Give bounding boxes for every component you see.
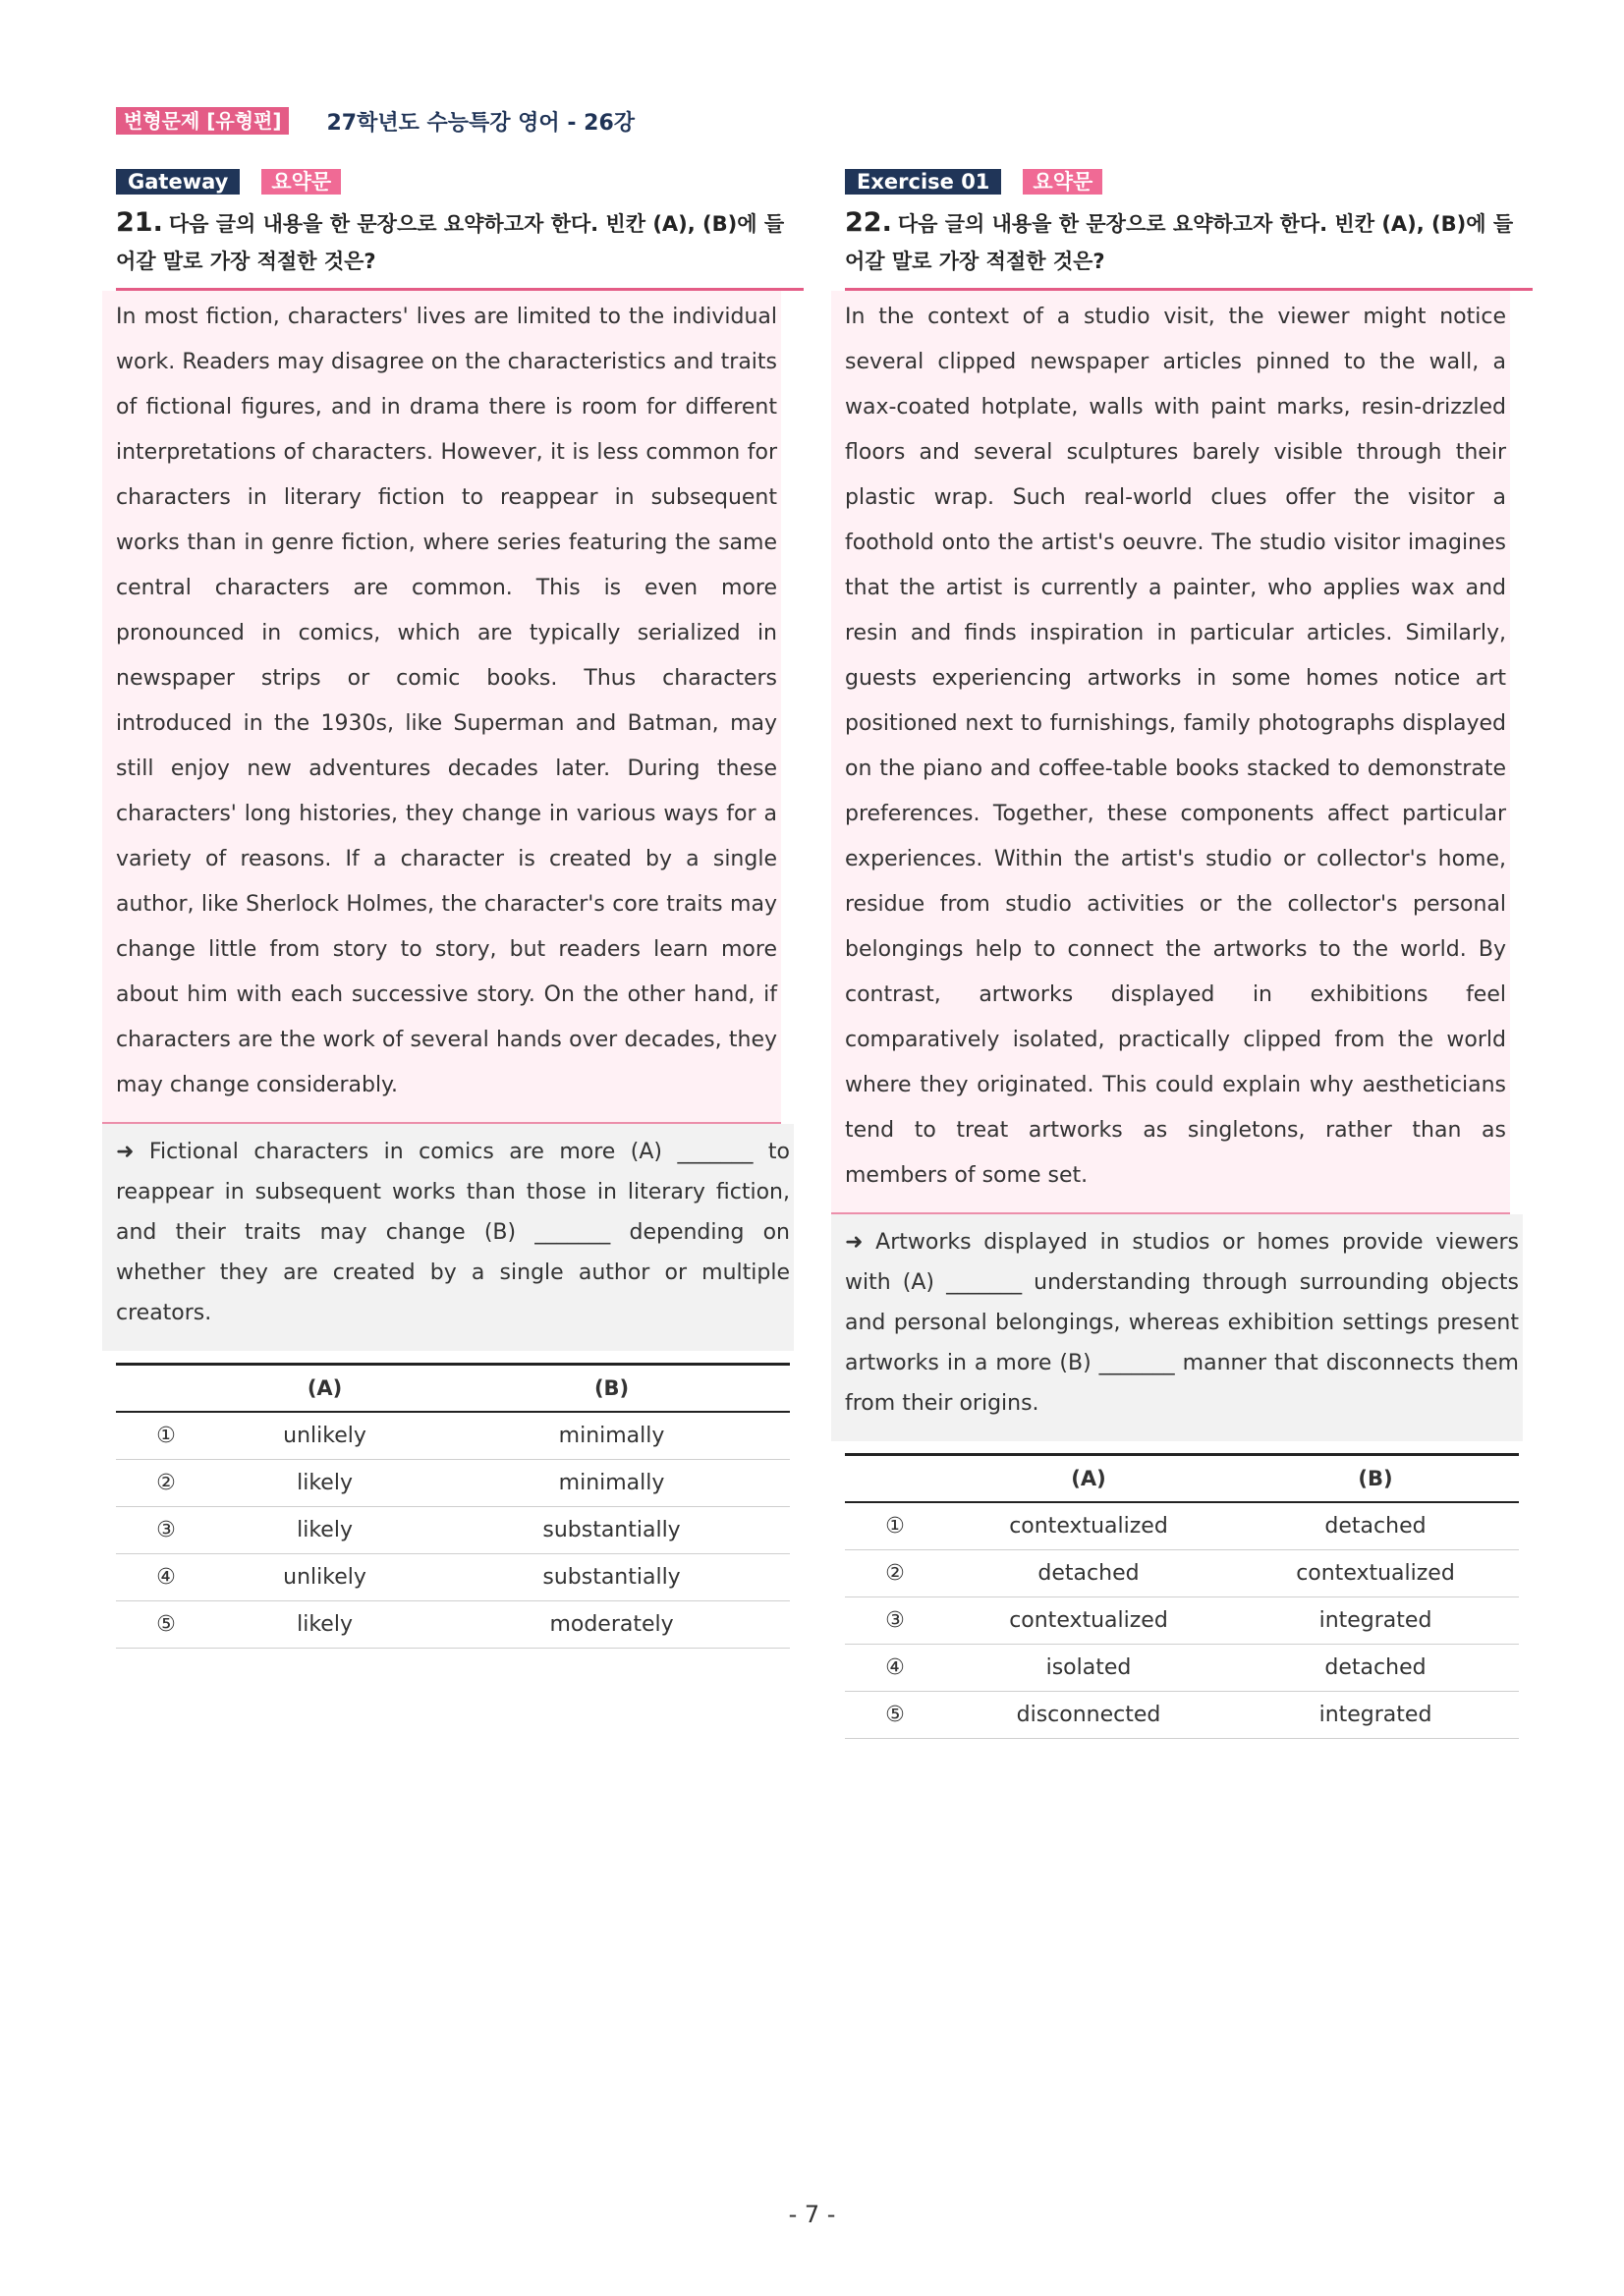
choice-number: ④ bbox=[116, 1554, 216, 1601]
passage: In most fiction, characters' lives are limited to the individual work. Readers may disagree on the characteristics and traits of fictional figures, and in drama there is room for different interpretations of characters. However, it is less common for characters in literary fiction to reappear in subsequent works than in genre fiction, where series featuring the same central characters are common. This is even more pronounced in comics, which are typically serialized in newspaper strips or comic books. Thus characters introduced in the 1930s, like Superman and Batman, may still enjoy new adventures decades later. During these characters' long histories, they change in various ways for a variety of reasons. If a character is created by a single author, like Sherlock Holmes, the character's core traits may change little from story to story, but readers learn more about him with each successive story. On the other hand, if characters are the work of several hands over decades, they may change considerably. bbox=[102, 291, 781, 1124]
question-text: 다음 글의 내용을 한 문장으로 요약하고자 한다. 빈칸 (A), (B)에 들어갈 말로 가장 적절한 것은? bbox=[116, 212, 785, 273]
choice-a: disconnected bbox=[945, 1692, 1232, 1739]
question-number: 21. bbox=[116, 207, 163, 238]
choice-number: ④ bbox=[845, 1645, 945, 1692]
choice-row-4[interactable] bbox=[116, 1554, 790, 1601]
section-tag: 변형문제 [유형편] bbox=[116, 107, 289, 135]
choices-table bbox=[845, 1453, 1519, 1739]
choice-row-3[interactable] bbox=[845, 1597, 1519, 1645]
choice-b: detached bbox=[1232, 1645, 1519, 1692]
choice-b: substantially bbox=[433, 1507, 790, 1554]
choice-row-1[interactable] bbox=[845, 1502, 1519, 1550]
page-header bbox=[116, 106, 635, 136]
choices-header-a: (A) bbox=[216, 1365, 433, 1413]
choice-number: ③ bbox=[845, 1597, 945, 1645]
choice-row-4[interactable] bbox=[845, 1645, 1519, 1692]
type-label: 요약문 bbox=[1023, 169, 1102, 195]
choice-b: minimally bbox=[433, 1412, 790, 1460]
choices-header-b: (B) bbox=[1232, 1455, 1519, 1503]
question-22-column bbox=[845, 169, 1523, 1739]
choice-a: detached bbox=[945, 1550, 1232, 1597]
choices-header-a: (A) bbox=[945, 1455, 1232, 1503]
choice-b: contextualized bbox=[1232, 1550, 1519, 1597]
question-labels bbox=[845, 169, 1523, 195]
question-21-column bbox=[116, 169, 794, 1649]
choice-a: isolated bbox=[945, 1645, 1232, 1692]
choice-row-3[interactable] bbox=[116, 1507, 790, 1554]
question-number: 22. bbox=[845, 207, 892, 238]
choice-b: detached bbox=[1232, 1502, 1519, 1550]
question-22-prompt bbox=[845, 204, 1523, 280]
choice-a: unlikely bbox=[216, 1554, 433, 1601]
passage: In the context of a studio visit, the viewer might notice several clipped newspaper articles pinned to the wall, a wax-coated hotplate, walls with paint marks, resin-drizzled floors and several sculptures barely visible through their plastic wrap. Such real-world clues offer the visitor a foothold onto the artist's oeuvre. The studio visitor imagines that the artist is currently a painter, who applies wax and resin and finds inspiration in particular articles. Similarly, guests experiencing artworks in some homes notice art positioned next to furnishings, family photographs displayed on the piano and coffee-table books stacked to demonstrate preferences. Together, these components affect particular experiences. Within the artist's studio or collector's home, residue from studio activities or the collector's personal belongings help to connect the artworks to the world. By contrast, artworks displayed in exhibitions feel comparatively isolated, practically clipped from the world where they originated. This could explain why aestheticians tend to treat artworks as singletons, rather than as members of some set. bbox=[831, 291, 1510, 1214]
choice-a: unlikely bbox=[216, 1412, 433, 1460]
choice-number: ② bbox=[116, 1460, 216, 1507]
choice-number: ② bbox=[845, 1550, 945, 1597]
type-label: 요약문 bbox=[261, 169, 341, 195]
choice-number: ⑤ bbox=[845, 1692, 945, 1739]
choice-a: contextualized bbox=[945, 1597, 1232, 1645]
choice-row-2[interactable] bbox=[845, 1550, 1519, 1597]
choice-row-2[interactable] bbox=[116, 1460, 790, 1507]
choice-a: likely bbox=[216, 1601, 433, 1649]
choice-number: ③ bbox=[116, 1507, 216, 1554]
choice-b: integrated bbox=[1232, 1597, 1519, 1645]
question-labels bbox=[116, 169, 794, 195]
choice-number: ⑤ bbox=[116, 1601, 216, 1649]
choices-header-b: (B) bbox=[433, 1365, 790, 1413]
summary-box: ➜ Artworks displayed in studios or homes provide viewers with (A) _______ understanding through surrounding objects and personal belongings, whereas exhibition settings present artworks in a more (B) _______ manner that disconnects them from their origins. bbox=[831, 1214, 1523, 1441]
question-21-prompt bbox=[116, 204, 794, 280]
choice-b: moderately bbox=[433, 1601, 790, 1649]
page-title: 27학년도 수능특강 영어 - 26강 bbox=[326, 110, 636, 136]
choice-a: contextualized bbox=[945, 1502, 1232, 1550]
choices-table bbox=[116, 1363, 790, 1649]
choice-a: likely bbox=[216, 1460, 433, 1507]
choice-number: ① bbox=[116, 1412, 216, 1460]
exercise-label: Exercise 01 bbox=[845, 169, 1001, 195]
gateway-label: Gateway bbox=[116, 169, 240, 195]
choice-number: ① bbox=[845, 1502, 945, 1550]
choice-b: integrated bbox=[1232, 1692, 1519, 1739]
choice-row-5[interactable] bbox=[845, 1692, 1519, 1739]
choice-b: substantially bbox=[433, 1554, 790, 1601]
choice-a: likely bbox=[216, 1507, 433, 1554]
choice-row-1[interactable] bbox=[116, 1412, 790, 1460]
summary-box: ➜ Fictional characters in comics are more (A) _______ to reappear in subsequent works than those in literary fiction, and their traits may change (B) _______ depending on whether they are created by a single author or multiple creators. bbox=[102, 1124, 794, 1351]
choice-b: minimally bbox=[433, 1460, 790, 1507]
page-number: - 7 - bbox=[788, 2201, 836, 2228]
choices-header-blank bbox=[845, 1455, 945, 1503]
choices-header-blank bbox=[116, 1365, 216, 1413]
question-text: 다음 글의 내용을 한 문장으로 요약하고자 한다. 빈칸 (A), (B)에 들어갈 말로 가장 적절한 것은? bbox=[845, 212, 1514, 273]
choices-header bbox=[845, 1455, 1519, 1503]
choices-header bbox=[116, 1365, 790, 1413]
choice-row-5[interactable] bbox=[116, 1601, 790, 1649]
